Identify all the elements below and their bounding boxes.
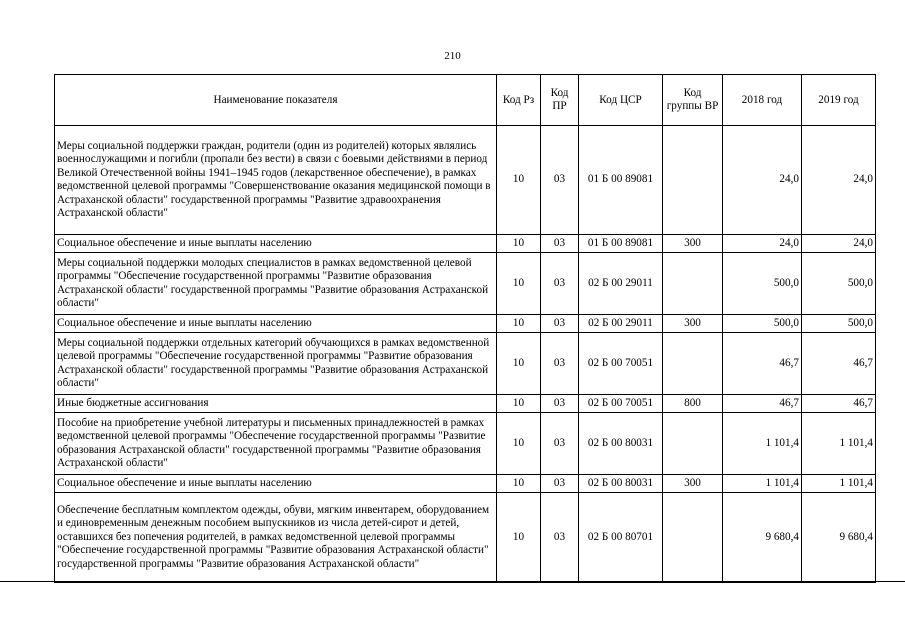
row-2018: 9 680,4 <box>723 493 802 583</box>
row-vr <box>663 333 723 395</box>
row-pr: 03 <box>541 413 579 475</box>
row-pr: 03 <box>541 253 579 315</box>
table-row <box>55 395 876 413</box>
row-vr: 300 <box>663 235 723 253</box>
row-pr: 03 <box>541 395 579 413</box>
bottom-rule <box>0 581 905 582</box>
row-rz: 10 <box>497 493 541 583</box>
row-pr: 03 <box>541 475 579 493</box>
row-rz: 10 <box>497 475 541 493</box>
row-pr: 03 <box>541 493 579 583</box>
header-name: Наименование показателя <box>55 75 497 126</box>
row-csr: 02 Б 00 70051 <box>579 333 663 395</box>
row-2018: 24,0 <box>723 126 802 235</box>
row-name: Меры социальной поддержки молодых специалистов в рамках ведомственной целевой программы "Обеспечение государственной программы "Развитие образования Астраханской области" государственной программы "Развитие образования Астраханской области" <box>55 253 497 315</box>
header-vr: Код группы ВР <box>663 75 723 126</box>
header-rz: Код Рз <box>497 75 541 126</box>
row-vr <box>663 413 723 475</box>
row-csr: 02 Б 00 80031 <box>579 475 663 493</box>
row-vr <box>663 493 723 583</box>
row-name: Иные бюджетные ассигнования <box>55 395 497 413</box>
header-csr: Код ЦСР <box>579 75 663 126</box>
row-pr: 03 <box>541 333 579 395</box>
budget-table <box>54 74 876 583</box>
row-vr: 300 <box>663 475 723 493</box>
row-2019: 1 101,4 <box>802 413 876 475</box>
row-rz: 10 <box>497 395 541 413</box>
row-2019: 1 101,4 <box>802 475 876 493</box>
row-name: Пособие на приобретение учебной литературы и письменных принадлежностей в рамках ведомственной целевой программы "Обеспечение государственной программы "Развитие образования Астраханской области" государственной программы "Развитие образования Астраханской области" <box>55 413 497 475</box>
row-2018: 46,7 <box>723 333 802 395</box>
row-pr: 03 <box>541 235 579 253</box>
row-pr: 03 <box>541 126 579 235</box>
row-2019: 46,7 <box>802 395 876 413</box>
row-pr: 03 <box>541 315 579 333</box>
row-csr: 01 Б 00 89081 <box>579 126 663 235</box>
table-row <box>55 333 876 395</box>
row-rz: 10 <box>497 413 541 475</box>
row-csr: 02 Б 00 29011 <box>579 315 663 333</box>
row-2018: 1 101,4 <box>723 413 802 475</box>
table-row <box>55 235 876 253</box>
row-csr: 02 Б 00 70051 <box>579 395 663 413</box>
table-row <box>55 315 876 333</box>
row-vr <box>663 253 723 315</box>
row-2019: 500,0 <box>802 315 876 333</box>
row-vr: 300 <box>663 315 723 333</box>
row-2019: 9 680,4 <box>802 493 876 583</box>
row-name: Меры социальной поддержки отдельных категорий обучающихся в рамках ведомственной целевой программы "Обеспечение государственной программы "Развитие образования Астраханской области" государственной программы "Развитие образования Астраханской области" <box>55 333 497 395</box>
table-row <box>55 126 876 235</box>
row-csr: 02 Б 00 80701 <box>579 493 663 583</box>
row-csr: 02 Б 00 29011 <box>579 253 663 315</box>
row-rz: 10 <box>497 235 541 253</box>
row-rz: 10 <box>497 126 541 235</box>
row-csr: 02 Б 00 80031 <box>579 413 663 475</box>
row-2019: 500,0 <box>802 253 876 315</box>
header-2019: 2019 год <box>802 75 876 126</box>
row-rz: 10 <box>497 253 541 315</box>
header-pr: Код ПР <box>541 75 579 126</box>
row-name: Социальное обеспечение и иные выплаты населению <box>55 475 497 493</box>
page-number: 210 <box>444 50 461 62</box>
table-row <box>55 413 876 475</box>
row-csr: 01 Б 00 89081 <box>579 235 663 253</box>
table-row <box>55 493 876 583</box>
row-2019: 24,0 <box>802 235 876 253</box>
row-2018: 46,7 <box>723 395 802 413</box>
row-name: Меры социальной поддержки граждан, родители (один из родителей) которых являлись военнослужащими и погибли (пропали без вести) в связи с боевыми действиями в период Великой Отечественной войны 1941–1945 годов (лекарственное обеспечение), в рамках ведомственной целевой программы "Совершенствование оказания медицинской помощи в Астраханской области" государственной программы "Развитие здравоохранения Астраханской области" <box>55 126 497 235</box>
header-row <box>55 75 876 126</box>
table-row <box>55 253 876 315</box>
row-name: Обеспечение бесплатным комплектом одежды, обуви, мягким инвентарем, оборудованием и единовременным денежным пособием выпускников из числа детей-сирот и детей, оставшихся без попечения родителей, в рамках ведомственной целевой программы "Обеспечение государственной программы "Развитие образования Астраханской области" государственной программы "Развитие образования Астраханской области" <box>55 493 497 583</box>
row-2018: 500,0 <box>723 315 802 333</box>
row-vr <box>663 126 723 235</box>
row-name: Социальное обеспечение и иные выплаты населению <box>55 315 497 333</box>
header-2018: 2018 год <box>723 75 802 126</box>
table-row <box>55 475 876 493</box>
row-2019: 24,0 <box>802 126 876 235</box>
row-2018: 24,0 <box>723 235 802 253</box>
row-2019: 46,7 <box>802 333 876 395</box>
row-2018: 1 101,4 <box>723 475 802 493</box>
row-name: Социальное обеспечение и иные выплаты населению <box>55 235 497 253</box>
row-rz: 10 <box>497 333 541 395</box>
row-2018: 500,0 <box>723 253 802 315</box>
row-rz: 10 <box>497 315 541 333</box>
row-vr: 800 <box>663 395 723 413</box>
